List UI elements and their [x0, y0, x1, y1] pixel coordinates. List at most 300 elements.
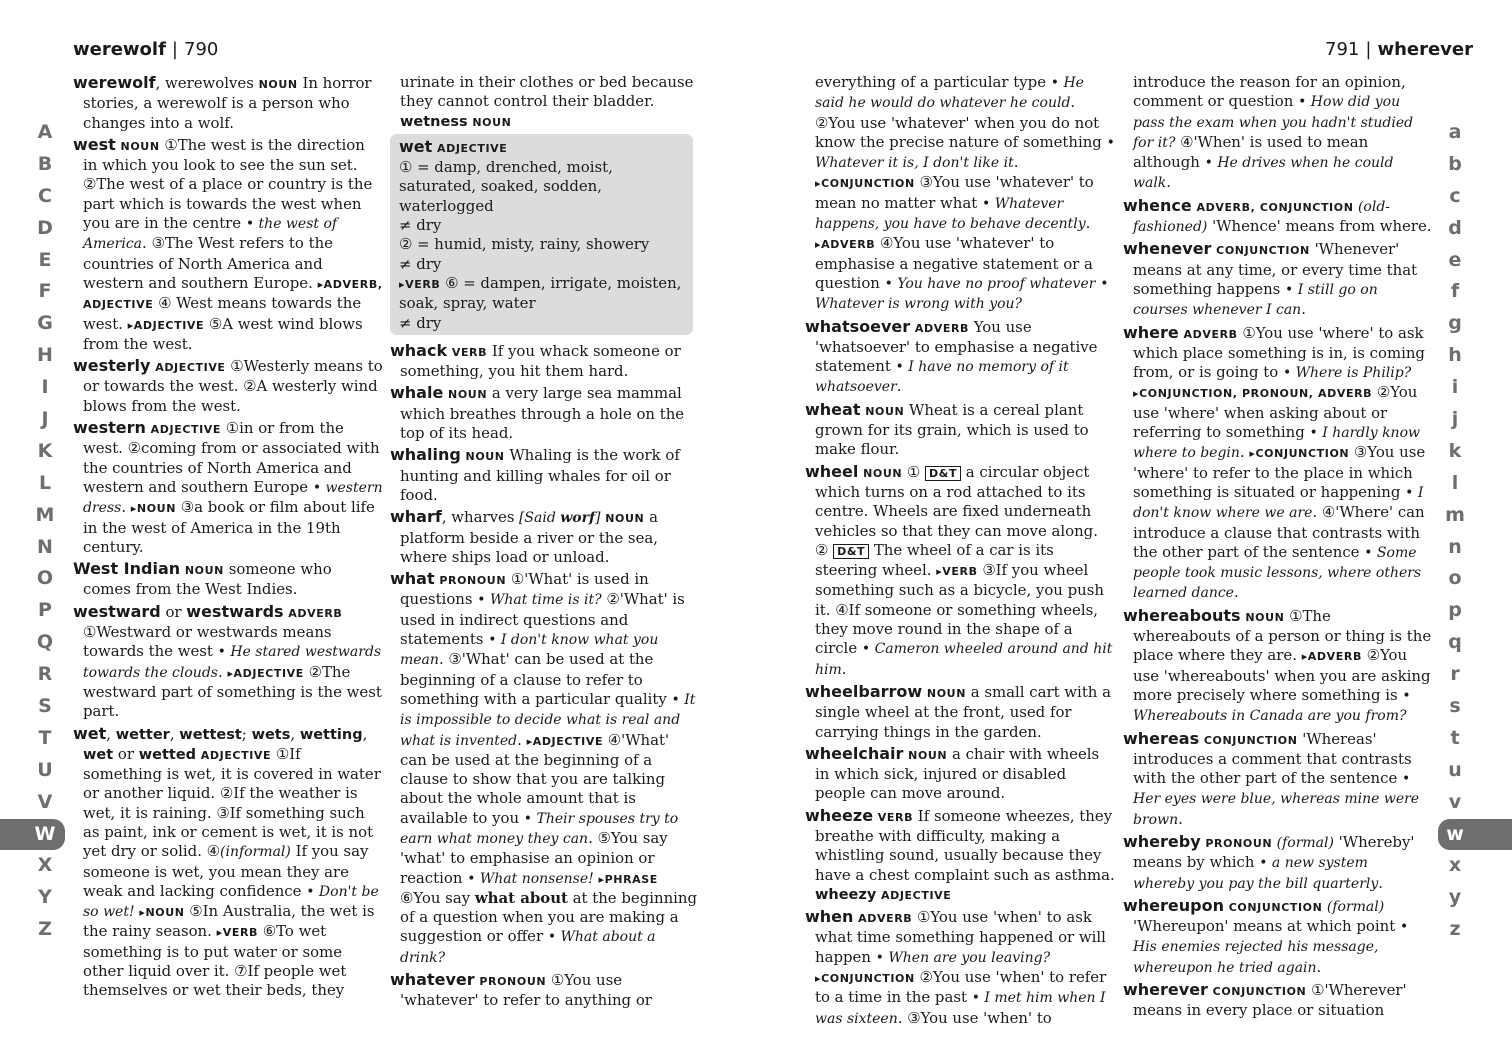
headword: whereby: [1123, 831, 1201, 851]
definition: 'Whereas' introduces a comment that contrasts with the other part of the sentence: [1133, 729, 1412, 788]
left-tab-s[interactable]: S: [38, 695, 52, 718]
entry-whatsoever: [805, 317, 1115, 398]
example: • Her eyes were blue, whereas mine were brown: [1133, 771, 1420, 828]
part-of-speech: NOUN: [863, 466, 903, 480]
example: • Whereabouts in Canada are you from?: [1133, 687, 1411, 725]
antonyms: ≠ dry: [399, 216, 442, 235]
part-of-speech: NOUN: [926, 686, 967, 700]
right-tab-j[interactable]: j: [1451, 408, 1459, 431]
example: • How did you pass the exam when you hadn't studied for it?: [1133, 94, 1414, 151]
part-of-speech: ▸CONJUNCTION, PRONOUN, ADVERB: [1133, 387, 1373, 401]
definition: .: [1085, 214, 1091, 233]
left-alphabet-tabs: [25, 117, 65, 946]
thesaurus-headword: wet: [399, 136, 433, 156]
left-tab-f[interactable]: F: [38, 280, 52, 303]
definition: ⑥You say: [400, 888, 475, 907]
thesaurus-heading: [399, 137, 684, 158]
example: • I met him when I was sixteen: [815, 990, 1106, 1027]
definition: .: [517, 730, 527, 749]
definition: Wheat is a cereal plant grown for its grain, which is used to make flour.: [815, 400, 1089, 459]
part-of-speech: ADVERB: [1183, 327, 1238, 341]
definition: .: [841, 659, 847, 678]
part-of-speech: ADVERB: [858, 912, 913, 926]
definition: .: [1013, 153, 1019, 172]
left-tab-i[interactable]: I: [41, 376, 49, 399]
part-of-speech: ADJECTIVE: [437, 141, 508, 155]
right-tab-i[interactable]: i: [1451, 376, 1459, 399]
definition: .: [1378, 873, 1384, 892]
entry-west: [73, 135, 383, 354]
headword: whaling: [390, 445, 461, 465]
definition: a platform beside a river or the sea, where ships load or unload.: [400, 508, 658, 566]
example: • Whatever is wrong with you?: [815, 275, 1109, 313]
part-of-speech: ADVERB: [914, 321, 970, 335]
right-tab-v[interactable]: v: [1448, 790, 1462, 813]
conjunction-or: or: [160, 602, 187, 621]
definition: ②You use 'where' when asking about or referring to something: [1133, 383, 1418, 442]
definition: .: [1166, 173, 1172, 192]
example: • His enemies rejected his message, whereupon he tried again: [1133, 919, 1409, 976]
example: • It is impossible to decide what is real and what is invented: [400, 691, 696, 749]
definition: In horror stories, a werewolf is a person who changes into a wolf.: [83, 74, 372, 132]
part-of-speech: ▸CONJUNCTION: [815, 972, 915, 986]
headword: westerly: [73, 356, 151, 376]
definition: introduce the reason for an opinion, comment or question: [1133, 73, 1406, 111]
definition: a chair with wheels in which sick, injured or disabled people can move around.: [815, 744, 1100, 803]
headword: wheat: [805, 399, 861, 419]
entry-whereas: [1123, 729, 1433, 830]
left-tab-o[interactable]: O: [36, 567, 54, 590]
part-of-speech: PRONOUN: [1205, 836, 1273, 850]
definition: .: [896, 377, 902, 396]
example: • Some people took music lessons, where others learned dance: [1133, 544, 1422, 602]
entry-wheelchair: [805, 744, 1115, 804]
right-tab-o[interactable]: o: [1448, 567, 1462, 590]
part-of-speech: ▸NOUN: [139, 906, 185, 920]
right-tab-f[interactable]: f: [1450, 280, 1460, 303]
definition: .: [217, 662, 228, 681]
definition: ⑤A west wind blows from the west.: [83, 314, 363, 353]
part-of-speech: CONJUNCTION: [1216, 244, 1310, 258]
definition: . ④'Where' can introduce a clause that contrasts with the other part of the sentence: [1133, 503, 1425, 561]
definition: 'Whenever' means at any time, or every time that something happens: [1133, 240, 1418, 298]
part-of-speech: ▸ADVERB: [1301, 650, 1362, 664]
entry-whereby: [1123, 832, 1433, 894]
headword: wheeze: [805, 805, 874, 825]
headword: whenever: [1123, 239, 1212, 259]
entry-whereupon: [1123, 896, 1433, 978]
definition: ①Westerly means to or towards the west. ②A westerly wind blows from the west.: [83, 357, 383, 415]
definition: ①The west is the direction in which you look to see the sun set. ②The west of a place or country is the part which is towards the west when you are in the centre: [83, 135, 373, 233]
definition: The wheel of a car is its steering wheel.: [815, 540, 1054, 580]
definition: ①'Wherever' means in every place or situation: [1133, 981, 1407, 1020]
synonyms: ② = humid, misty, rainy, showery: [399, 235, 650, 254]
left-tab-z[interactable]: Z: [38, 918, 52, 941]
column-3: [805, 73, 1115, 1027]
definition: If you say someone is wet, you mean they are weak and lacking confidence: [83, 842, 369, 900]
part-of-speech: CONJUNCTION: [1203, 733, 1298, 747]
left-header-separator: |: [171, 39, 178, 60]
left-tab-u[interactable]: U: [37, 758, 53, 781]
right-tab-b[interactable]: b: [1448, 152, 1462, 175]
antonyms: ≠ dry: [399, 254, 442, 273]
right-guide-word: wherever: [1377, 39, 1473, 60]
example: • What nonsense!: [467, 870, 594, 887]
entry-whenever: [1123, 239, 1433, 320]
definition: everything of a particular type: [815, 73, 1051, 91]
entry-whereabouts: [1123, 606, 1433, 727]
definition: urinate in their clothes or bed because they cannot control their bladder.: [400, 73, 694, 111]
separator: ,: [290, 724, 300, 743]
register-label: (formal): [1322, 898, 1385, 915]
derived-word: wetness: [400, 113, 468, 130]
synonyms-verb: [399, 274, 684, 314]
left-tab-k[interactable]: K: [37, 439, 53, 462]
part-of-speech: NOUN: [908, 748, 948, 762]
definition: at the beginning of a question when you are making a suggestion or offer: [400, 888, 698, 946]
right-tab-r[interactable]: r: [1450, 663, 1460, 686]
headword: whale: [390, 383, 444, 403]
entry-wheelbarrow: [805, 682, 1115, 742]
definition: ②You use 'whereabouts' when you are asking more precisely where something is: [1133, 646, 1431, 704]
entry-westward: [73, 602, 383, 722]
definition: ③You use 'where' to refer to the place in which something is situated or happening: [1133, 443, 1426, 501]
right-tab-d[interactable]: d: [1448, 216, 1462, 239]
definition: .: [1239, 443, 1250, 462]
part-of-speech: NOUN: [472, 115, 512, 129]
entry-westerly: [73, 356, 383, 416]
definition: . ③'What' can be used at the beginning of a clause to refer to something with a particular quality: [400, 650, 672, 708]
definition: ①You use 'whatever' to refer to anything or: [400, 971, 652, 1010]
headword: whatever: [390, 970, 475, 990]
subject-tag: D&T: [833, 544, 869, 559]
example: • I don't know what you mean: [400, 632, 659, 669]
example: • Don't be so wet!: [83, 883, 379, 921]
right-page-header: [1325, 38, 1473, 62]
right-tab-y[interactable]: y: [1448, 886, 1462, 909]
part-of-speech: ADJECTIVE: [155, 361, 226, 375]
left-page-number: 790: [184, 39, 219, 60]
definition: You use 'whatsoever' to emphasise a negative statement: [815, 317, 1098, 376]
part-of-speech: NOUN: [120, 139, 160, 153]
part-of-speech: ADVERB: [288, 606, 343, 620]
right-page-number: 791: [1325, 39, 1360, 60]
entry-wheeze: [805, 806, 1115, 905]
example: • I still go on courses whenever I can: [1133, 281, 1378, 319]
synonyms: ⑥ = dampen, irrigate, moisten, soak, spray, water: [399, 273, 682, 313]
entry-when-continued: [1123, 73, 1433, 194]
example: • He said he would do whatever he could: [815, 75, 1084, 112]
headword: whack: [390, 340, 448, 360]
right-tab-x[interactable]: x: [1448, 854, 1462, 877]
left-tab-w[interactable]: W: [0, 819, 65, 851]
headword: whereas: [1123, 728, 1200, 748]
left-tab-v[interactable]: V: [37, 790, 53, 813]
part-of-speech: ▸VERB: [216, 926, 259, 940]
right-tab-h[interactable]: h: [1448, 344, 1462, 367]
left-tab-p[interactable]: P: [38, 599, 52, 622]
entry-west-indian: [73, 559, 383, 600]
right-tab-q[interactable]: q: [1448, 631, 1462, 654]
entry-what: [390, 569, 700, 968]
definition: a circular object which turns on a rod attached to its centre. Wheels are fixed underneath vehicles so that they can move along. ②: [815, 462, 1098, 559]
part-of-speech: ▸VERB: [936, 565, 978, 579]
example: • Cameron wheeled around and hit him: [815, 641, 1113, 678]
definition: Whaling is the work of hunting and killing whales for oil or food.: [400, 446, 680, 504]
left-tab-r[interactable]: R: [37, 663, 53, 686]
headword: whatsoever: [805, 316, 911, 336]
headword-variant: westwards: [186, 601, 284, 621]
definition: .: [121, 498, 131, 517]
part-of-speech: VERB: [451, 345, 488, 359]
synonyms: ① = damp, drenched, moist, saturated, soaked, sodden, waterlogged: [399, 158, 613, 215]
pronunciation-end: ]: [595, 510, 601, 527]
column-2: [390, 73, 700, 1010]
separator: ,: [169, 724, 180, 743]
part-of-speech: NOUN: [184, 564, 224, 578]
left-guide-word: werewolf: [73, 39, 166, 60]
part-of-speech: PRONOUN: [439, 574, 507, 588]
definition: 'Whence' means from where.: [1207, 217, 1432, 236]
definition: .: [1233, 583, 1239, 602]
part-of-speech: VERB: [877, 810, 914, 824]
example: • I don't know where we are: [1133, 484, 1424, 522]
part-of-speech: ▸VERB: [399, 277, 441, 291]
left-tab-c[interactable]: C: [38, 184, 52, 207]
definition: a small cart with a single wheel at the front, used for carrying things in the garden.: [815, 682, 1112, 741]
entry-western: [73, 418, 383, 557]
entry-where: [1123, 323, 1433, 604]
entry-whale: [390, 383, 700, 443]
inflection: wetting: [299, 726, 363, 743]
definition: ②'What' is used in indirect questions and statements: [400, 590, 685, 649]
left-tab-n[interactable]: N: [37, 535, 53, 558]
definition: 'Whereupon' means at which point: [1133, 917, 1400, 936]
entry-wet-continued: [390, 73, 700, 132]
left-tab-a[interactable]: A: [37, 121, 53, 143]
definition: ③If you wheel something such as a bicycle, you push it. ④If someone or something wheels, they move round in the shape of a circle: [815, 561, 1104, 658]
part-of-speech: ▸PHRASE: [598, 872, 658, 886]
definition: ②You use 'when' to refer to a time in the past: [815, 968, 1107, 1007]
left-tab-j[interactable]: J: [41, 408, 49, 431]
definition: ⑤In Australia, the wet is the rainy season.: [83, 902, 375, 941]
left-tab-q[interactable]: Q: [36, 631, 54, 654]
headword: wheelbarrow: [805, 681, 923, 701]
left-tab-h[interactable]: H: [37, 344, 53, 367]
antonyms: ≠ dry: [399, 313, 442, 332]
part-of-speech: ▸NOUN: [130, 502, 176, 516]
entry-wharf: [390, 507, 700, 567]
definition: ④ West means towards the west.: [83, 294, 362, 333]
definition: ②The westward part of something is the west part.: [83, 662, 382, 721]
part-of-speech: NOUN: [448, 388, 488, 402]
entry-wherever: [1123, 980, 1433, 1021]
definition: ①in or from the west. ②coming from or associated with the countries of North America and western and southern Europe: [83, 419, 380, 496]
headword: werewolf: [73, 73, 156, 92]
part-of-speech: PRONOUN: [479, 975, 547, 989]
example: • Whatever it is, I don't like it: [815, 134, 1115, 172]
part-of-speech: ADVERB, CONJUNCTION: [1196, 200, 1354, 214]
definition: someone who comes from the West Indies.: [83, 560, 332, 599]
definition: .: [1316, 957, 1322, 976]
part-of-speech: ▸ADJECTIVE: [227, 666, 304, 680]
right-tab-n[interactable]: n: [1448, 535, 1462, 558]
right-tab-g[interactable]: g: [1448, 312, 1462, 335]
part-of-speech: ADJECTIVE: [200, 748, 272, 762]
inflection: wettest: [179, 726, 242, 743]
right-tab-m[interactable]: m: [1445, 503, 1465, 526]
separator: ,: [106, 724, 116, 743]
phrase: what about: [474, 888, 568, 907]
register-label: (formal): [1272, 834, 1334, 851]
part-of-speech: ▸CONJUNCTION: [1249, 447, 1350, 461]
example: • the west of America: [83, 216, 338, 253]
right-tab-p[interactable]: p: [1448, 599, 1462, 622]
inflection: wets: [251, 726, 291, 743]
headword: wherever: [1123, 980, 1208, 1000]
left-tab-t[interactable]: T: [38, 726, 52, 749]
right-tab-l[interactable]: l: [1451, 471, 1459, 494]
definition: ①'What' is used in questions: [400, 570, 649, 609]
definition: ①You use 'when' to ask what time something happened or will happen: [815, 908, 1106, 966]
subject-tag: D&T: [925, 466, 961, 481]
right-tab-s[interactable]: s: [1449, 695, 1461, 718]
example: • I hardly know where to begin: [1133, 425, 1420, 462]
column-1: [73, 73, 383, 1003]
column-4: [1123, 73, 1433, 1020]
inflections: , wharves: [441, 508, 515, 527]
derived-word: wheezy: [815, 886, 877, 903]
example: • He drives when he could walk: [1133, 155, 1394, 192]
entry-wheat: [805, 400, 1115, 460]
headword: where: [1123, 322, 1179, 342]
left-tab-d[interactable]: D: [37, 216, 53, 239]
inflection: wetted: [138, 746, 197, 763]
definition: ③You use 'whatever' to mean no matter what: [815, 173, 1094, 212]
headword: wheel: [805, 461, 859, 481]
definition: ④'When' is used to mean although: [1133, 132, 1369, 172]
headword: west: [73, 134, 116, 154]
part-of-speech: CONJUNCTION: [1228, 900, 1323, 914]
definition: . ②You use 'whatever' when you do not know the precise nature of something: [815, 93, 1107, 151]
definition: ③a book or film about life in the west of America in the 19th century.: [83, 498, 375, 556]
part-of-speech: NOUN: [605, 512, 645, 526]
part-of-speech: CONJUNCTION: [1212, 985, 1307, 999]
definition: ①Westward or westwards means towards the west: [83, 623, 332, 661]
headword: whereabouts: [1123, 605, 1241, 625]
headword: wheelchair: [805, 743, 904, 763]
definition: .: [1301, 300, 1306, 319]
right-tab-u[interactable]: u: [1448, 758, 1462, 781]
inflections: , werewolves: [155, 74, 254, 92]
example: • Their spouses try to earn what money they can: [400, 810, 679, 847]
right-alphabet-tabs: [1438, 117, 1472, 946]
definition: ①The whereabouts of a person or thing is the place where they are.: [1133, 606, 1432, 665]
part-of-speech: NOUN: [465, 450, 505, 464]
register-label: (old-fashioned): [1133, 198, 1391, 236]
right-tab-t[interactable]: t: [1450, 726, 1460, 749]
conjunction-or: or: [113, 744, 139, 763]
inflection: wetter: [115, 726, 170, 743]
right-tab-e[interactable]: e: [1448, 248, 1462, 271]
left-tab-y[interactable]: Y: [38, 886, 52, 909]
definition: 'Whereby' means by which: [1133, 832, 1415, 872]
left-tab-b[interactable]: B: [37, 152, 53, 175]
right-tab-a[interactable]: a: [1448, 121, 1462, 143]
part-of-speech: ▸ADJECTIVE: [526, 734, 604, 748]
entry-whence: [1123, 196, 1433, 238]
headword: western: [73, 418, 146, 438]
example: • He stared westwards towards the clouds: [83, 644, 382, 681]
example: • Where is Philip?: [1282, 365, 1412, 382]
pronunciation-stress: worf: [560, 510, 596, 527]
entry-whatever-continued: [805, 73, 1115, 315]
headword: westward: [73, 601, 161, 621]
definition: ⑥To wet something is to put water or some other liquid over it. ⑦If people wet themselves or wet their beds, they: [83, 922, 347, 1000]
entry-when: [805, 907, 1115, 1029]
right-header-separator: |: [1365, 39, 1372, 60]
right-tab-c[interactable]: c: [1449, 184, 1461, 207]
part-of-speech: ▸ADVERB: [815, 238, 876, 252]
definition: . ③The West refers to the countries of North America and western and southern Europe.: [83, 234, 333, 292]
definition: . ⑤You say 'what' to emphasise an opinion or reaction: [400, 828, 668, 887]
left-tab-e[interactable]: E: [38, 248, 52, 271]
right-tab-w[interactable]: w: [1438, 819, 1512, 851]
definition: ①If something is wet, it is covered in water or another liquid. ②If the weather is wet, it is raining. ③If something such as paint, ink or cement is wet, it is not yet dry or solid. ④: [83, 744, 381, 861]
example: • When are you leaving?: [875, 949, 1051, 966]
left-tab-l[interactable]: L: [38, 471, 52, 494]
definition: . ③You use 'when' to: [897, 1008, 1052, 1027]
definition: ④You use 'whatever' to emphasise a negative statement or a question: [815, 234, 1093, 292]
example: • western dress: [83, 479, 383, 517]
headword: West Indian: [73, 559, 181, 579]
definition: ①You use 'where' to ask which place something is in, is coming from, or is going to: [1133, 323, 1425, 382]
separator: ;: [241, 724, 252, 743]
right-tab-k[interactable]: k: [1448, 439, 1462, 462]
part-of-speech: NOUN: [258, 78, 298, 91]
example: • What about a drink?: [400, 929, 656, 966]
example: • a new system whereby you pay the bill quarterly: [1133, 855, 1379, 892]
headword: what: [390, 569, 435, 589]
thesaurus-box-wet: [390, 134, 693, 335]
left-tab-m[interactable]: M: [35, 503, 55, 526]
right-tab-z[interactable]: z: [1449, 918, 1461, 941]
definition: If someone wheezes, they breathe with difficulty, making a whistling sound, usually because they have a chest complaint such as asthma.: [815, 806, 1115, 884]
part-of-speech: ▸ADVERB, ADJECTIVE: [83, 277, 383, 312]
entry-whack: [390, 341, 700, 382]
definition: a very large sea mammal which breathes through a hole on the top of its head.: [400, 384, 685, 443]
headword: wet: [73, 723, 107, 743]
headword: when: [805, 907, 854, 927]
example: • You have no proof whatever: [884, 275, 1096, 292]
register-label: (informal): [220, 844, 291, 861]
example: • I have no memory of it whatsoever: [815, 359, 1069, 396]
left-tab-x[interactable]: X: [37, 854, 53, 877]
part-of-speech: ADJECTIVE: [150, 423, 222, 437]
part-of-speech: NOUN: [865, 404, 905, 418]
entry-whatever: [390, 970, 700, 1011]
separator: ,: [362, 724, 368, 743]
pronunciation: [Said: [514, 510, 561, 527]
entry-wet: [73, 724, 383, 1001]
definition: ④'What' can be used at the beginning of a clause to show that you are talking about the whole amount that is available to you: [400, 730, 670, 827]
definition: .: [1178, 809, 1183, 828]
example: • Whatever happens, you have to behave decently: [815, 195, 1086, 233]
entry-whaling: [390, 445, 700, 505]
part-of-speech: ADJECTIVE: [881, 888, 952, 902]
left-tab-g[interactable]: G: [37, 312, 53, 335]
left-page-header: [73, 38, 218, 62]
